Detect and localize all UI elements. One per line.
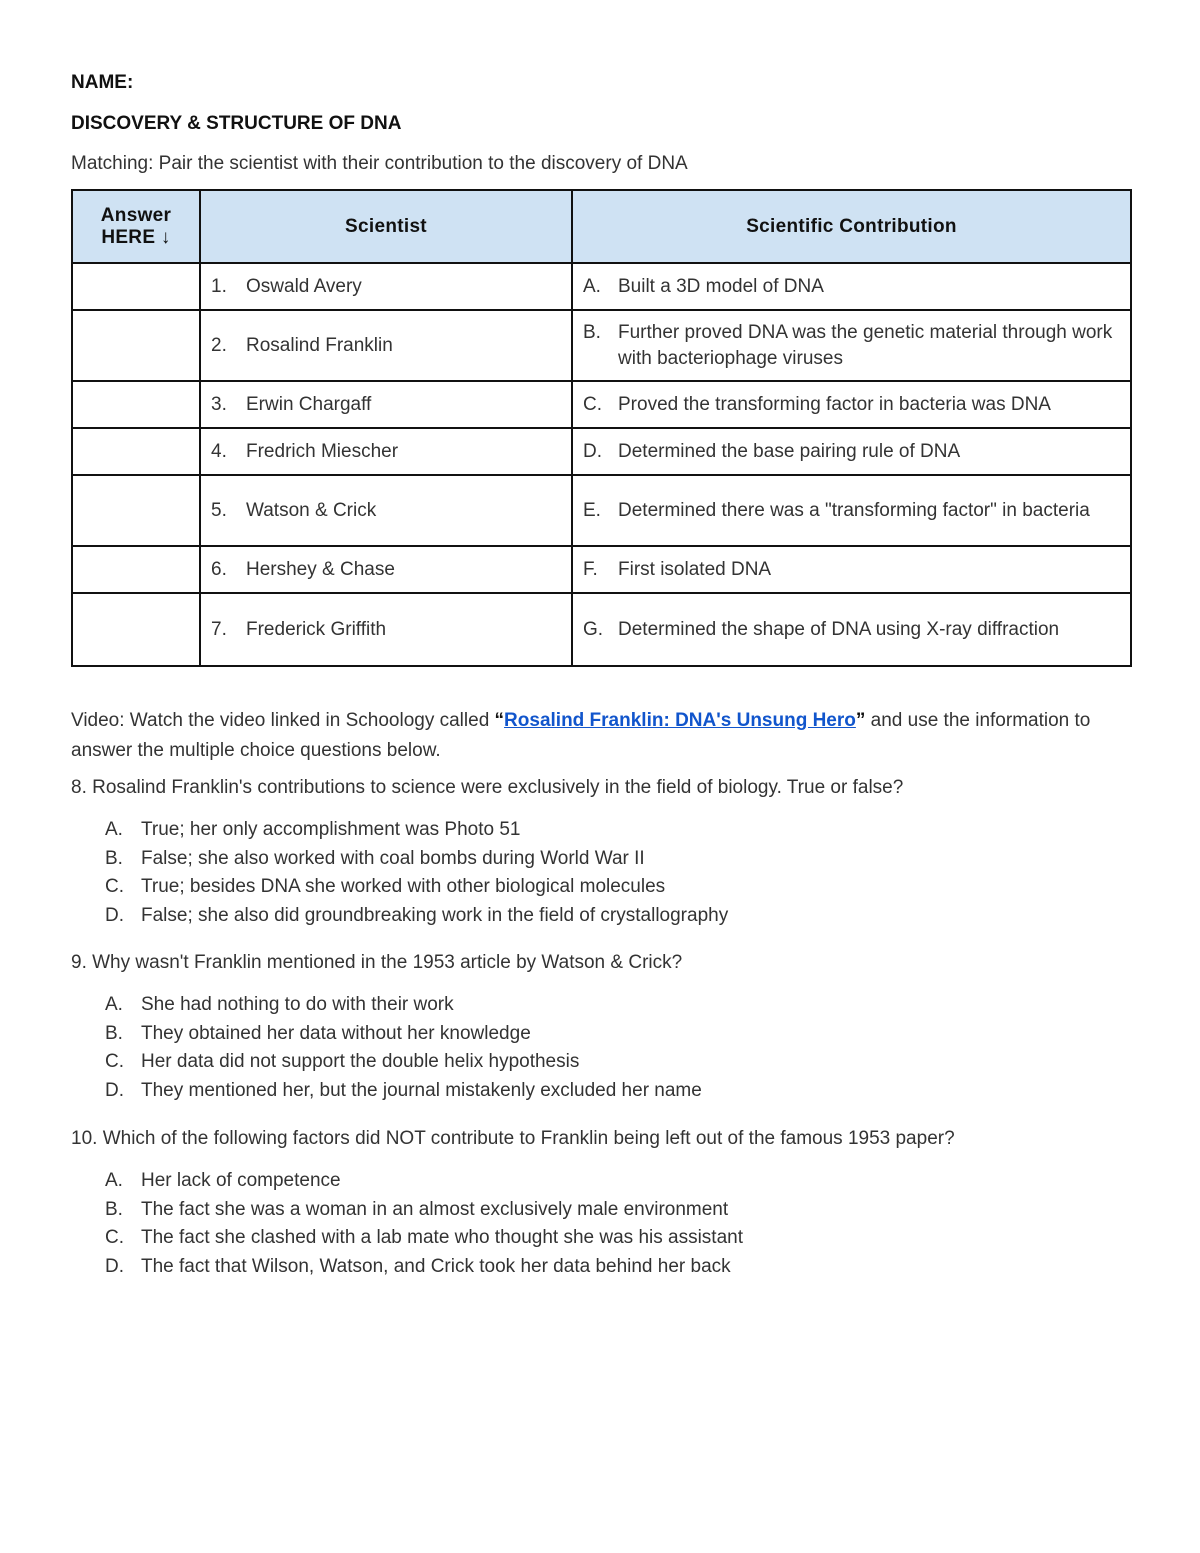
contribution-text: Determined there was a "transforming factor" in bacteria	[618, 499, 1090, 521]
scientist-number: 6.	[211, 558, 227, 580]
answer-cell[interactable]	[72, 428, 200, 475]
contribution-cell	[572, 546, 1131, 593]
choice-letter: D.	[105, 1079, 124, 1101]
table-header-row	[72, 190, 1131, 263]
contribution-text: Determined the shape of DNA using X-ray diffraction	[618, 618, 1060, 640]
choice-letter: C.	[105, 1051, 124, 1072]
table-row	[72, 593, 1131, 666]
video-prefix: Video: Watch the video linked in Schoology called	[71, 710, 495, 731]
table-row	[72, 428, 1131, 475]
choice-text: True; her only accomplishment was Photo 51	[141, 819, 521, 840]
contribution-text: Built a 3D model of DNA	[618, 275, 824, 297]
contribution-text: Determined the base pairing rule of DNA	[618, 440, 961, 462]
open-quote: “	[494, 710, 505, 731]
scientist-name: Frederick Griffith	[246, 618, 387, 640]
answer-cell[interactable]	[72, 593, 200, 666]
table-row	[72, 546, 1131, 593]
choice-text: Her data did not support the double helix hypothesis	[141, 1051, 580, 1072]
choice-item	[105, 1048, 702, 1077]
choice-item	[105, 845, 728, 874]
scientist-cell	[200, 475, 572, 546]
scientist-name: Oswald Avery	[246, 275, 362, 297]
choice-text: Her lack of competence	[141, 1170, 341, 1191]
scientist-column-header: Scientist	[200, 190, 572, 263]
scientist-cell	[200, 546, 572, 593]
choice-item	[105, 873, 728, 902]
answer-cell[interactable]	[72, 546, 200, 593]
video-instructions	[71, 706, 1111, 766]
scientist-name: Hershey & Chase	[246, 558, 395, 580]
question-8-choices	[105, 816, 728, 930]
scientist-number: 7.	[211, 618, 227, 640]
question-9: 9. Why wasn't Franklin mentioned in the 1953 article by Watson & Crick?	[71, 952, 683, 973]
choice-item	[105, 1167, 743, 1196]
scientist-name: Watson & Crick	[246, 499, 377, 521]
scientist-number: 5.	[211, 499, 227, 521]
contribution-cell	[572, 263, 1131, 310]
question-8: 8. Rosalind Franklin's contributions to science were exclusively in the field of biology. True or false?	[71, 777, 904, 798]
close-quote: ”	[855, 710, 866, 731]
contribution-column-header: Scientific Contribution	[572, 190, 1131, 263]
table-row	[72, 381, 1131, 428]
choice-text: They obtained her data without her knowledge	[141, 1022, 531, 1044]
choice-item	[105, 991, 702, 1020]
contribution-cell	[572, 593, 1131, 666]
answer-cell[interactable]	[72, 381, 200, 428]
matching-instructions: Matching: Pair the scientist with their contribution to the discovery of DNA	[71, 153, 688, 174]
answer-cell[interactable]	[72, 475, 200, 546]
question-9-choices	[105, 991, 702, 1105]
choice-text: She had nothing to do with their work	[141, 994, 454, 1015]
contribution-letter: E.	[583, 499, 601, 521]
scientist-name: Rosalind Franklin	[246, 334, 393, 356]
scientist-number: 1.	[211, 275, 227, 297]
question-10: 10. Which of the following factors did NOT contribute to Franklin being left out of the famous 1953 paper?	[71, 1128, 955, 1149]
name-label: NAME:	[71, 72, 134, 93]
choice-text: The fact she was a woman in an almost exclusively male environment	[141, 1198, 729, 1220]
contribution-text: First isolated DNA	[618, 558, 772, 580]
scientist-cell	[200, 310, 572, 381]
choice-item	[105, 1020, 702, 1049]
contribution-text: Further proved DNA was the genetic material through work with bacteriophage viruses	[618, 321, 1113, 369]
choice-text: They mentioned her, but the journal mistakenly excluded her name	[141, 1079, 702, 1101]
choice-letter: A.	[105, 819, 123, 840]
choice-letter: A.	[105, 994, 123, 1015]
choice-item	[105, 1196, 743, 1225]
contribution-letter: C.	[583, 393, 602, 415]
answer-cell[interactable]	[72, 310, 200, 381]
choice-text: The fact that Wilson, Watson, and Crick took her data behind her back	[141, 1255, 731, 1277]
choice-letter: B.	[105, 1198, 123, 1220]
choice-item	[105, 902, 728, 931]
contribution-letter: A.	[583, 275, 601, 297]
choice-letter: D.	[105, 904, 124, 926]
scientist-cell	[200, 381, 572, 428]
scientist-number: 3.	[211, 393, 227, 415]
contribution-cell	[572, 381, 1131, 428]
choice-text: False; she also worked with coal bombs during World War II	[141, 847, 645, 869]
scientist-cell	[200, 428, 572, 475]
video-suffix: and use the information to answer the multiple choice questions below.	[71, 710, 1091, 761]
scientist-cell	[200, 263, 572, 310]
scientist-name: Erwin Chargaff	[246, 393, 372, 415]
contribution-cell	[572, 428, 1131, 475]
page-title: DISCOVERY & STRUCTURE OF DNA	[71, 113, 402, 134]
choice-text: The fact she clashed with a lab mate who thought she was his assistant	[141, 1227, 743, 1248]
scientist-number: 2.	[211, 334, 227, 356]
choice-item	[105, 1253, 743, 1282]
contribution-cell	[572, 475, 1131, 546]
answer-cell[interactable]	[72, 263, 200, 310]
contribution-letter: F.	[583, 558, 598, 580]
scientist-number: 4.	[211, 440, 227, 462]
contribution-letter: D.	[583, 440, 602, 462]
matching-table	[71, 189, 1132, 667]
choice-item	[105, 1224, 743, 1253]
table-row	[72, 310, 1131, 381]
table-row	[72, 263, 1131, 310]
contribution-cell	[572, 310, 1131, 381]
table-row	[72, 475, 1131, 546]
answer-header-line1: Answer	[100, 204, 172, 226]
choice-letter: A.	[105, 1170, 123, 1191]
answer-column-header	[72, 190, 200, 263]
choice-letter: D.	[105, 1255, 124, 1277]
choice-text: False; she also did groundbreaking work in the field of crystallography	[141, 904, 729, 926]
contribution-text: Proved the transforming factor in bacteria was DNA	[618, 393, 1051, 415]
question-10-choices	[105, 1167, 743, 1281]
video-link[interactable]: Rosalind Franklin: DNA's Unsung Hero	[504, 710, 856, 731]
choice-letter: C.	[105, 1227, 124, 1248]
scientist-cell	[200, 593, 572, 666]
contribution-letter: G.	[583, 618, 604, 640]
answer-header-line2: HERE ↓	[101, 226, 171, 248]
choice-letter: C.	[105, 876, 124, 897]
contribution-letter: B.	[583, 321, 601, 343]
choice-letter: B.	[105, 1022, 123, 1044]
choice-letter: B.	[105, 847, 123, 869]
choice-item	[105, 816, 728, 845]
choice-text: True; besides DNA she worked with other biological molecules	[141, 876, 666, 897]
choice-item	[105, 1077, 702, 1106]
scientist-name: Fredrich Miescher	[246, 440, 399, 462]
